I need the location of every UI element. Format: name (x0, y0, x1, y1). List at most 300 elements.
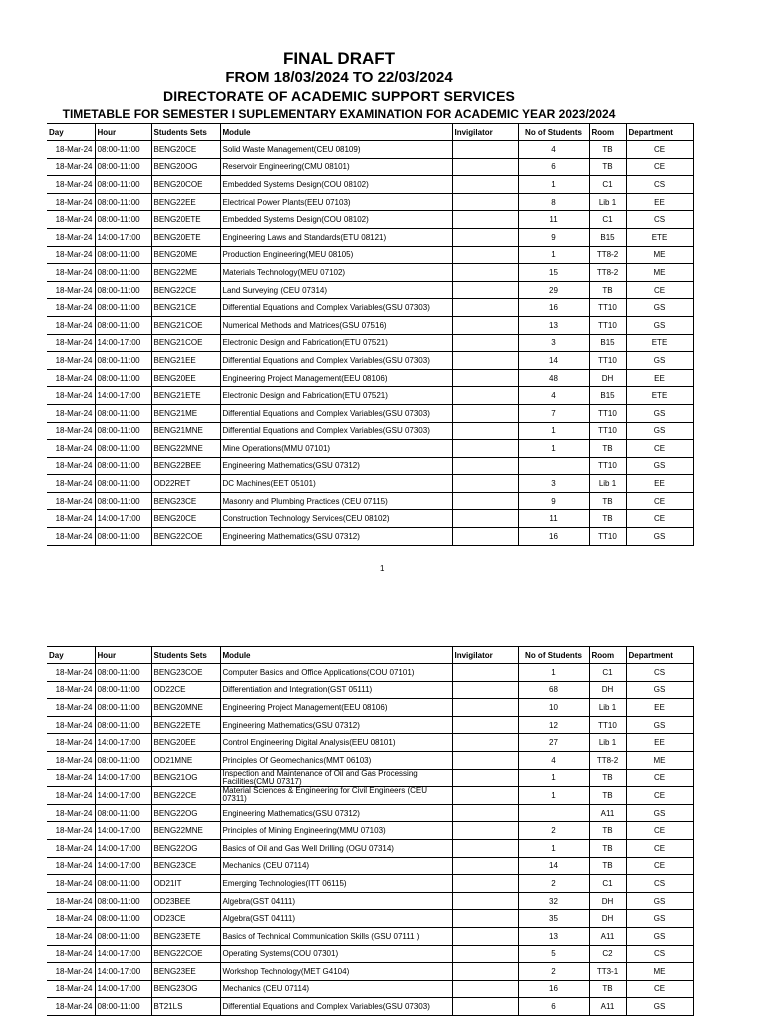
invigilator-cell (452, 440, 518, 458)
hour-cell: 08:00-11:00 (95, 299, 151, 317)
department-cell: CS (626, 945, 693, 963)
no-of-students-cell: 11 (518, 211, 589, 229)
invigilator-cell (452, 176, 518, 194)
students-set-cell: OD22RET (151, 475, 220, 493)
department-cell: CS (626, 176, 693, 194)
department-cell: CE (626, 141, 693, 159)
module-cell: Workshop Technology(MET G4104) (220, 963, 452, 981)
invigilator-cell (452, 475, 518, 493)
day-cell: 18-Mar-24 (47, 510, 95, 528)
table-row (47, 193, 693, 211)
invigilator-cell (452, 387, 518, 405)
table-row (47, 510, 693, 528)
students-set-cell: BENG20EE (151, 734, 220, 752)
module-cell: Engineering Laws and Standards(ETU 08121) (220, 228, 452, 246)
no-of-students-cell: 3 (518, 475, 589, 493)
module-cell: Electronic Design and Fabrication(ETU 07521) (220, 387, 452, 405)
table-row (47, 440, 693, 458)
invigilator-cell (452, 734, 518, 752)
col-header-day: Day (47, 124, 95, 141)
students-set-cell: OD23BEE (151, 892, 220, 910)
table-header-row (47, 647, 693, 664)
students-set-cell: BENG22BEE (151, 457, 220, 475)
table-row (47, 404, 693, 422)
module-cell: Principles Of Geomechanics(MMT 06103) (220, 751, 452, 769)
room-cell: C2 (589, 945, 626, 963)
room-cell: Lib 1 (589, 193, 626, 211)
day-cell: 18-Mar-24 (47, 945, 95, 963)
day-cell: 18-Mar-24 (47, 839, 95, 857)
module-cell: Control Engineering Digital Analysis(EEU 08101) (220, 734, 452, 752)
day-cell: 18-Mar-24 (47, 980, 95, 998)
department-cell: GS (626, 716, 693, 734)
students-set-cell: OD21MNE (151, 751, 220, 769)
hour-cell: 14:00-17:00 (95, 734, 151, 752)
students-set-cell: BENG20ME (151, 246, 220, 264)
invigilator-cell (452, 141, 518, 159)
room-cell: TB (589, 822, 626, 840)
invigilator-cell (452, 369, 518, 387)
no-of-students-cell: 5 (518, 945, 589, 963)
room-cell: DH (589, 892, 626, 910)
no-of-students-cell: 29 (518, 281, 589, 299)
students-set-cell: BENG22CE (151, 787, 220, 805)
module-cell: Electronic Design and Fabrication(ETU 07521) (220, 334, 452, 352)
invigilator-cell (452, 334, 518, 352)
department-cell: ETE (626, 334, 693, 352)
table-row (47, 352, 693, 370)
students-set-cell: BENG22MNE (151, 822, 220, 840)
table-row (47, 228, 693, 246)
invigilator-cell (452, 457, 518, 475)
no-of-students-cell: 9 (518, 228, 589, 246)
room-cell: DH (589, 681, 626, 699)
module-cell: Solid Waste Management(CEU 08109) (220, 141, 452, 159)
timetable-page-2 (47, 646, 694, 1016)
col-header-no-of-students: No of Students (518, 647, 589, 664)
students-set-cell: BENG20ETE (151, 211, 220, 229)
hour-cell: 14:00-17:00 (95, 963, 151, 981)
table-row (47, 892, 693, 910)
invigilator-cell (452, 299, 518, 317)
no-of-students-cell: 13 (518, 316, 589, 334)
hour-cell: 14:00-17:00 (95, 980, 151, 998)
table-row (47, 211, 693, 229)
invigilator-cell (452, 422, 518, 440)
module-cell: Masonry and Plumbing Practices (CEU 07115) (220, 492, 452, 510)
table-row (47, 334, 693, 352)
department-cell: GS (626, 892, 693, 910)
students-set-cell: BENG21CE (151, 299, 220, 317)
no-of-students-cell: 68 (518, 681, 589, 699)
invigilator-cell (452, 716, 518, 734)
no-of-students-cell: 14 (518, 352, 589, 370)
no-of-students-cell: 16 (518, 299, 589, 317)
no-of-students-cell: 13 (518, 927, 589, 945)
hour-cell: 08:00-11:00 (95, 475, 151, 493)
table-row (47, 681, 693, 699)
invigilator-cell (452, 664, 518, 682)
department-cell: EE (626, 699, 693, 717)
students-set-cell: BENG22ME (151, 264, 220, 282)
room-cell: TT8-2 (589, 246, 626, 264)
students-set-cell: BENG22EE (151, 193, 220, 211)
invigilator-cell (452, 804, 518, 822)
hour-cell: 14:00-17:00 (95, 857, 151, 875)
table-row (47, 316, 693, 334)
hour-cell: 14:00-17:00 (95, 334, 151, 352)
invigilator-cell (452, 404, 518, 422)
department-cell: ME (626, 963, 693, 981)
day-cell: 18-Mar-24 (47, 281, 95, 299)
students-set-cell: BENG21OG (151, 769, 220, 787)
hour-cell: 08:00-11:00 (95, 211, 151, 229)
invigilator-cell (452, 963, 518, 981)
day-cell: 18-Mar-24 (47, 857, 95, 875)
no-of-students-cell: 7 (518, 404, 589, 422)
no-of-students-cell: 16 (518, 528, 589, 546)
table-header-row (47, 124, 693, 141)
department-cell: GS (626, 404, 693, 422)
department-cell: ETE (626, 387, 693, 405)
col-header-department: Department (626, 124, 693, 141)
invigilator-cell (452, 193, 518, 211)
no-of-students-cell: 16 (518, 980, 589, 998)
room-cell: C1 (589, 875, 626, 893)
hour-cell: 08:00-11:00 (95, 457, 151, 475)
room-cell: TB (589, 980, 626, 998)
module-cell: Land Surveying (CEU 07314) (220, 281, 452, 299)
module-cell: Inspection and Maintenance of Oil and Gas Processing Facilities(CMU 07317) (220, 769, 452, 787)
hour-cell: 08:00-11:00 (95, 404, 151, 422)
col-header-students-sets: Students Sets (151, 124, 220, 141)
hour-cell: 08:00-11:00 (95, 440, 151, 458)
module-cell: Embedded Systems Design(COU 08102) (220, 176, 452, 194)
day-cell: 18-Mar-24 (47, 475, 95, 493)
room-cell: TT10 (589, 422, 626, 440)
module-cell: DC Machines(EET 05101) (220, 475, 452, 493)
department-cell: GS (626, 681, 693, 699)
hour-cell: 08:00-11:00 (95, 892, 151, 910)
day-cell: 18-Mar-24 (47, 176, 95, 194)
table-row (47, 875, 693, 893)
table-row (47, 369, 693, 387)
hour-cell: 08:00-11:00 (95, 246, 151, 264)
invigilator-cell (452, 927, 518, 945)
col-header-invigilator: Invigilator (452, 124, 518, 141)
department-cell: CE (626, 158, 693, 176)
module-cell: Basics of Technical Communication Skills (GSU 07111 ) (220, 927, 452, 945)
day-cell: 18-Mar-24 (47, 387, 95, 405)
day-cell: 18-Mar-24 (47, 998, 95, 1016)
department-cell: GS (626, 804, 693, 822)
no-of-students-cell: 1 (518, 664, 589, 682)
day-cell: 18-Mar-24 (47, 334, 95, 352)
day-cell: 18-Mar-24 (47, 927, 95, 945)
department-cell: GS (626, 422, 693, 440)
module-cell: Algebra(GST 04111) (220, 910, 452, 928)
table-row (47, 839, 693, 857)
no-of-students-cell: 10 (518, 699, 589, 717)
hour-cell: 08:00-11:00 (95, 281, 151, 299)
hour-cell: 14:00-17:00 (95, 945, 151, 963)
module-cell: Algebra(GST 04111) (220, 892, 452, 910)
invigilator-cell (452, 246, 518, 264)
module-cell: Differential Equations and Complex Variables(GSU 07303) (220, 404, 452, 422)
hour-cell: 08:00-11:00 (95, 492, 151, 510)
table-row (47, 998, 693, 1016)
students-set-cell: BENG21COE (151, 316, 220, 334)
module-cell: Construction Technology Services(CEU 08102) (220, 510, 452, 528)
table-row (47, 699, 693, 717)
invigilator-cell (452, 699, 518, 717)
no-of-students-cell: 1 (518, 176, 589, 194)
invigilator-cell (452, 681, 518, 699)
day-cell: 18-Mar-24 (47, 193, 95, 211)
invigilator-cell (452, 316, 518, 334)
no-of-students-cell: 1 (518, 839, 589, 857)
room-cell: TB (589, 281, 626, 299)
hour-cell: 08:00-11:00 (95, 316, 151, 334)
day-cell: 18-Mar-24 (47, 316, 95, 334)
day-cell: 18-Mar-24 (47, 211, 95, 229)
room-cell: DH (589, 369, 626, 387)
hour-cell: 14:00-17:00 (95, 769, 151, 787)
department-cell: GS (626, 927, 693, 945)
table-row (47, 751, 693, 769)
room-cell: TT10 (589, 404, 626, 422)
department-cell: CE (626, 769, 693, 787)
module-cell: Principles of Mining Engineering(MMU 07103) (220, 822, 452, 840)
invigilator-cell (452, 769, 518, 787)
room-cell: Lib 1 (589, 475, 626, 493)
no-of-students-cell: 12 (518, 716, 589, 734)
hour-cell: 08:00-11:00 (95, 422, 151, 440)
room-cell: TB (589, 492, 626, 510)
day-cell: 18-Mar-24 (47, 963, 95, 981)
no-of-students-cell: 14 (518, 857, 589, 875)
hour-cell: 08:00-11:00 (95, 998, 151, 1016)
hour-cell: 08:00-11:00 (95, 528, 151, 546)
room-cell: TB (589, 158, 626, 176)
department-cell: EE (626, 734, 693, 752)
hour-cell: 08:00-11:00 (95, 352, 151, 370)
module-cell: Computer Basics and Office Applications(COU 07101) (220, 664, 452, 682)
no-of-students-cell: 1 (518, 787, 589, 805)
room-cell: TT10 (589, 457, 626, 475)
department-cell: CE (626, 857, 693, 875)
table-row (47, 299, 693, 317)
table-row (47, 945, 693, 963)
day-cell: 18-Mar-24 (47, 228, 95, 246)
table-row (47, 141, 693, 159)
department-cell: GS (626, 316, 693, 334)
module-cell: Embedded Systems Design(COU 08102) (220, 211, 452, 229)
no-of-students-cell: 1 (518, 422, 589, 440)
students-set-cell: BENG23EE (151, 963, 220, 981)
room-cell: A11 (589, 998, 626, 1016)
module-cell: Operating Systems(COU 07301) (220, 945, 452, 963)
no-of-students-cell: 35 (518, 910, 589, 928)
module-cell: Materials Technology(MEU 07102) (220, 264, 452, 282)
room-cell: C1 (589, 176, 626, 194)
day-cell: 18-Mar-24 (47, 352, 95, 370)
module-cell: Differential Equations and Complex Variables(GSU 07303) (220, 998, 452, 1016)
col-header-day: Day (47, 647, 95, 664)
students-set-cell: BENG20EE (151, 369, 220, 387)
invigilator-cell (452, 839, 518, 857)
room-cell: TT8-2 (589, 264, 626, 282)
module-cell: Basics of Oil and Gas Well Drilling (OGU 07314) (220, 839, 452, 857)
no-of-students-cell: 6 (518, 998, 589, 1016)
department-cell: CE (626, 281, 693, 299)
hour-cell: 08:00-11:00 (95, 910, 151, 928)
module-cell: Electrical Power Plants(EEU 07103) (220, 193, 452, 211)
table-row (47, 281, 693, 299)
no-of-students-cell: 9 (518, 492, 589, 510)
room-cell: TT10 (589, 316, 626, 334)
no-of-students-cell: 1 (518, 440, 589, 458)
hour-cell: 08:00-11:00 (95, 176, 151, 194)
room-cell: C1 (589, 211, 626, 229)
room-cell: TB (589, 141, 626, 159)
module-cell: Differential Equations and Complex Variables(GSU 07303) (220, 422, 452, 440)
room-cell: TT3-1 (589, 963, 626, 981)
no-of-students-cell: 2 (518, 875, 589, 893)
department-cell: EE (626, 193, 693, 211)
students-set-cell: BENG23CE (151, 492, 220, 510)
table-row (47, 822, 693, 840)
department-cell: CE (626, 980, 693, 998)
table-row (47, 492, 693, 510)
module-cell: Numerical Methods and Matrices(GSU 07516) (220, 316, 452, 334)
module-cell: Engineering Mathematics(GSU 07312) (220, 804, 452, 822)
table-row (47, 963, 693, 981)
table-row (47, 422, 693, 440)
students-set-cell: BENG20CE (151, 510, 220, 528)
module-cell: Differential Equations and Complex Variables(GSU 07303) (220, 299, 452, 317)
invigilator-cell (452, 264, 518, 282)
hour-cell: 08:00-11:00 (95, 751, 151, 769)
day-cell: 18-Mar-24 (47, 246, 95, 264)
day-cell: 18-Mar-24 (47, 158, 95, 176)
day-cell: 18-Mar-24 (47, 681, 95, 699)
students-set-cell: BENG21COE (151, 334, 220, 352)
department-cell: GS (626, 299, 693, 317)
students-set-cell: BENG23CE (151, 857, 220, 875)
invigilator-cell (452, 528, 518, 546)
col-header-hour: Hour (95, 647, 151, 664)
invigilator-cell (452, 910, 518, 928)
room-cell: TT8-2 (589, 751, 626, 769)
invigilator-cell (452, 510, 518, 528)
students-set-cell: BENG23OG (151, 980, 220, 998)
room-cell: B15 (589, 387, 626, 405)
department-cell: EE (626, 369, 693, 387)
module-cell: Differential Equations and Complex Variables(GSU 07303) (220, 352, 452, 370)
no-of-students-cell: 3 (518, 334, 589, 352)
module-cell: Engineering Project Management(EEU 08106) (220, 699, 452, 717)
room-cell: B15 (589, 334, 626, 352)
students-set-cell: BENG22CE (151, 281, 220, 299)
day-cell: 18-Mar-24 (47, 822, 95, 840)
no-of-students-cell: 1 (518, 769, 589, 787)
col-header-invigilator: Invigilator (452, 647, 518, 664)
col-header-room: Room (589, 124, 626, 141)
col-header-department: Department (626, 647, 693, 664)
room-cell: TB (589, 440, 626, 458)
col-header-room: Room (589, 647, 626, 664)
students-set-cell: BENG23COE (151, 664, 220, 682)
invigilator-cell (452, 228, 518, 246)
day-cell: 18-Mar-24 (47, 734, 95, 752)
timetable-page-1 (47, 123, 694, 546)
col-header-students-sets: Students Sets (151, 647, 220, 664)
department-cell: CE (626, 510, 693, 528)
module-cell: Differentiation and Integration(GST 05111) (220, 681, 452, 699)
room-cell: TT10 (589, 352, 626, 370)
no-of-students-cell: 4 (518, 751, 589, 769)
module-cell: Material Sciences & Engineering for Civil Engineers (CEU 07311) (220, 787, 452, 805)
table-row (47, 528, 693, 546)
no-of-students-cell: 1 (518, 246, 589, 264)
room-cell: TB (589, 839, 626, 857)
no-of-students-cell (518, 804, 589, 822)
students-set-cell: BENG21ME (151, 404, 220, 422)
room-cell: TT10 (589, 716, 626, 734)
department-cell: GS (626, 910, 693, 928)
table-row (47, 264, 693, 282)
document-title: FINAL DRAFT (282, 49, 396, 68)
day-cell: 18-Mar-24 (47, 457, 95, 475)
department-cell: CE (626, 492, 693, 510)
room-cell: TB (589, 787, 626, 805)
table-row (47, 246, 693, 264)
department-cell: CE (626, 787, 693, 805)
students-set-cell: BENG20COE (151, 176, 220, 194)
students-set-cell: BENG22OG (151, 839, 220, 857)
table-row (47, 716, 693, 734)
invigilator-cell (452, 998, 518, 1016)
department-cell: GS (626, 528, 693, 546)
room-cell: DH (589, 910, 626, 928)
students-set-cell: BENG22OG (151, 804, 220, 822)
module-cell: Engineering Mathematics(GSU 07312) (220, 528, 452, 546)
students-set-cell: BENG22COE (151, 945, 220, 963)
day-cell: 18-Mar-24 (47, 528, 95, 546)
no-of-students-cell: 4 (518, 141, 589, 159)
table-row (47, 927, 693, 945)
no-of-students-cell: 15 (518, 264, 589, 282)
department-cell: GS (626, 998, 693, 1016)
hour-cell: 14:00-17:00 (95, 387, 151, 405)
day-cell: 18-Mar-24 (47, 422, 95, 440)
students-set-cell: OD23CE (151, 910, 220, 928)
invigilator-cell (452, 281, 518, 299)
hour-cell: 08:00-11:00 (95, 141, 151, 159)
table-row (47, 734, 693, 752)
no-of-students-cell: 4 (518, 387, 589, 405)
day-cell: 18-Mar-24 (47, 264, 95, 282)
hour-cell: 08:00-11:00 (95, 699, 151, 717)
day-cell: 18-Mar-24 (47, 369, 95, 387)
no-of-students-cell: 32 (518, 892, 589, 910)
students-set-cell: BENG21EE (151, 352, 220, 370)
no-of-students-cell: 6 (518, 158, 589, 176)
no-of-students-cell: 48 (518, 369, 589, 387)
hour-cell: 08:00-11:00 (95, 193, 151, 211)
day-cell: 18-Mar-24 (47, 141, 95, 159)
